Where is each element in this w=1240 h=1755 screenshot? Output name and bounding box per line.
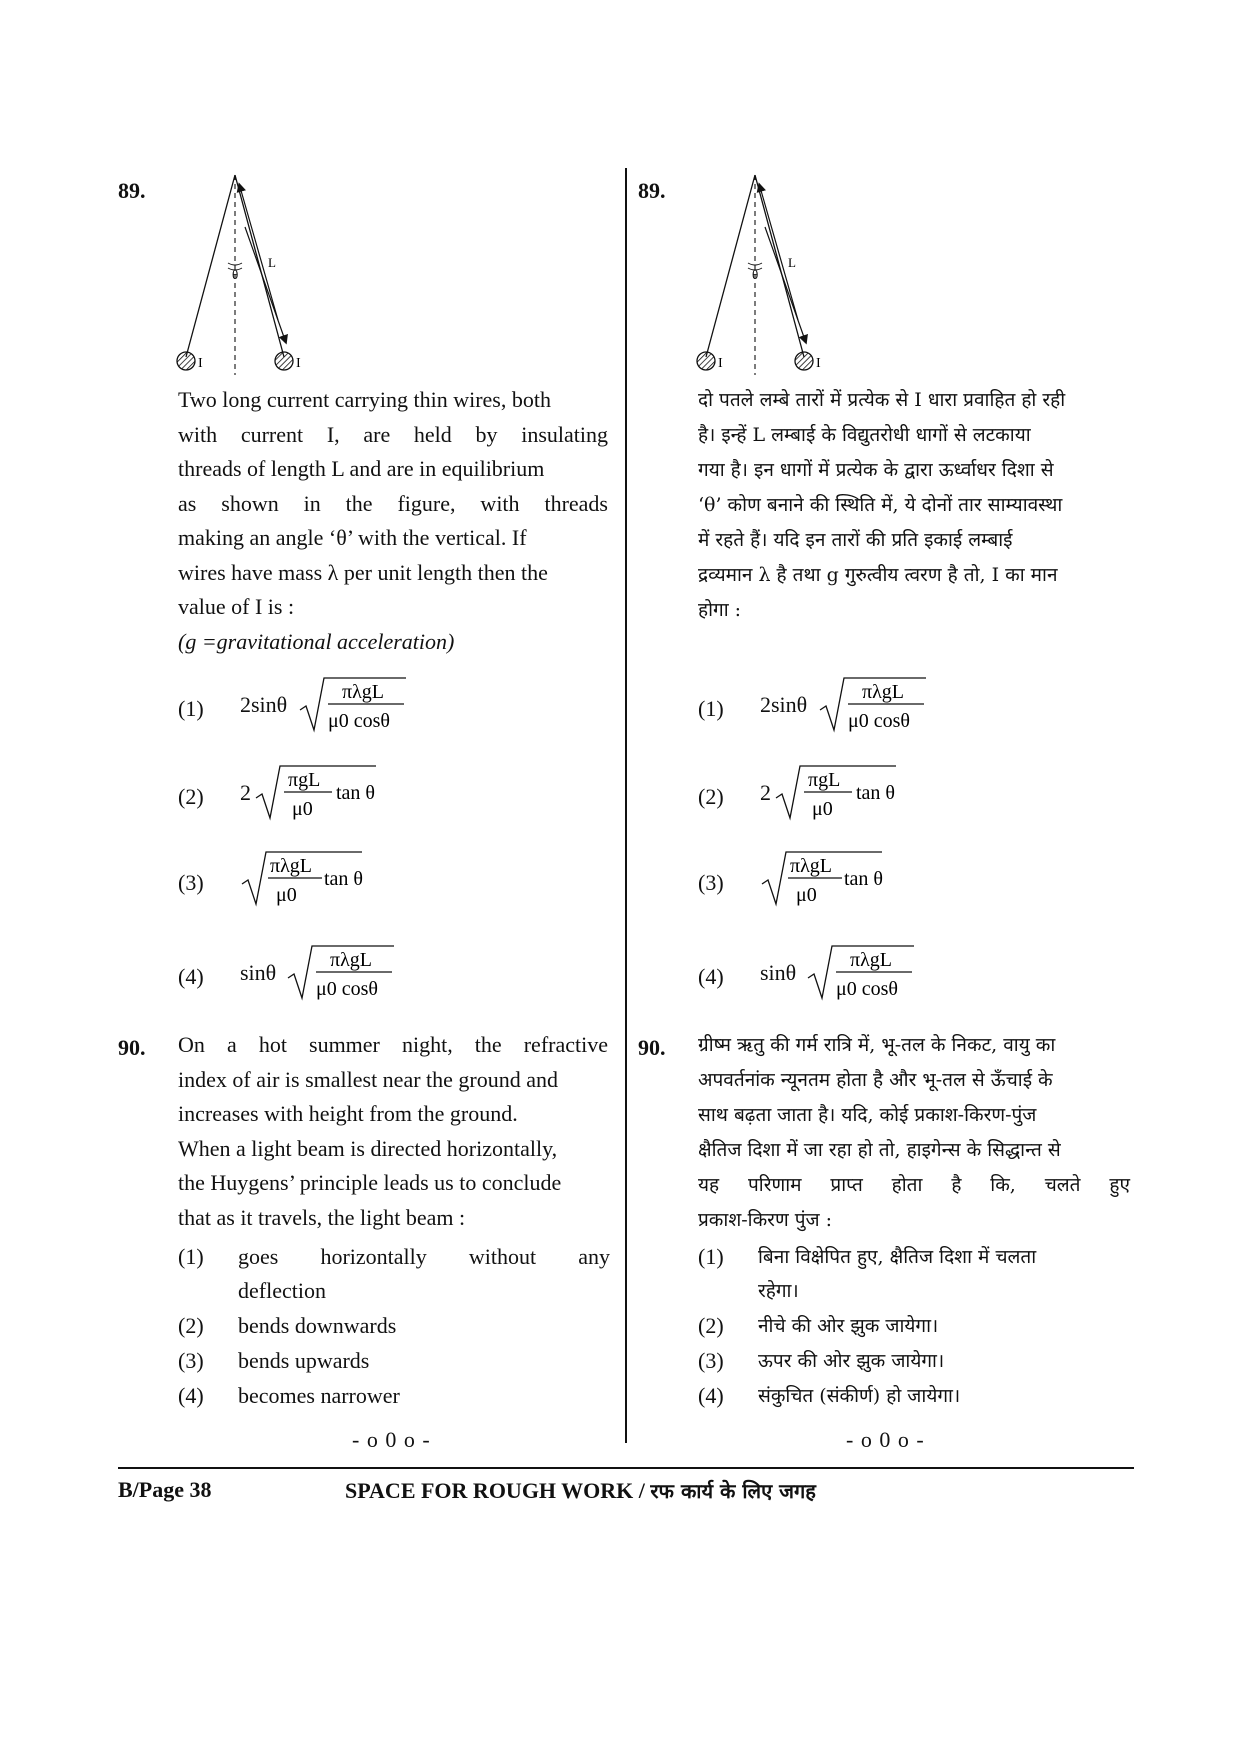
option-number: (2) [178,784,204,809]
option-1 [698,672,1130,732]
option-number: (1) [178,696,204,721]
text-line: यह परिणाम प्राप्त होता है कि, चलते हुए [698,1174,1130,1196]
option-3 [178,846,618,906]
option-text: deflection [238,1278,326,1303]
length-label: L [788,255,796,270]
option-text: नीचे की ओर झुक जायेगा। [758,1315,939,1337]
text-line: When a light beam is directed horizontally, [178,1135,558,1161]
sqrt-expression [760,846,900,908]
option-number: (1) [698,696,724,721]
svg-text:μ0 cosθ: μ0 cosθ [328,710,390,732]
question-number-90: 90. [118,1035,146,1060]
rough-work-hindi: रफ कार्य के लिए जगह [650,1479,816,1503]
rough-work-english: SPACE FOR ROUGH WORK / [345,1478,651,1503]
question-number-89: 89. [118,178,146,203]
svg-text:μ0: μ0 [276,884,297,906]
option-1 [178,672,618,732]
svg-text:πλgL: πλgL [850,949,893,971]
sqrt-expression [806,940,946,1002]
svg-text:μ0: μ0 [292,798,313,820]
length-label: L [268,255,276,270]
option-coefficient: sinθ [760,960,797,985]
svg-text:πλgL: πλgL [862,681,905,703]
svg-text:tan θ: tan θ [336,782,376,804]
option-number: (3) [178,1348,204,1373]
option-number: (2) [178,1313,204,1338]
text-line: with current I, are held by insulating [178,421,608,447]
svg-text:πgL: πgL [808,769,841,791]
end-mark: - o 0 o - [846,1427,925,1452]
option-text: goes horizontally without any [238,1244,610,1269]
text-line: wires have mass λ per unit length then the [178,559,548,585]
option-1 [178,1240,610,1310]
current-label-right: I [296,356,301,371]
option-number: (3) [698,1348,724,1373]
question-90-options [178,1240,610,1420]
option-coefficient: 2 [760,780,771,805]
footer-rule [118,1467,1134,1469]
option-coefficient: 2sinθ [240,692,288,717]
column-divider [625,168,627,1443]
text-line: होगा : [698,599,742,621]
option-text: ऊपर की ओर झुक जायेगा। [758,1350,945,1372]
sqrt-expression [240,846,380,908]
end-mark: - o 0 o - [352,1427,431,1452]
pendulum-wires-figure [170,165,330,380]
text-line: that as it travels, the light beam : [178,1204,466,1230]
text-line: index of air is smallest near the ground and [178,1066,559,1092]
option-number: (4) [698,964,724,989]
svg-text:tan θ: tan θ [324,868,364,890]
page-label: B/Page 38 [118,1477,212,1502]
question-89-text [178,383,608,659]
option-3 [698,846,1130,906]
question-90-text [178,1028,608,1235]
svg-text:πgL: πgL [288,769,321,791]
option-number: (1) [698,1244,724,1269]
question-number-90-hindi: 90. [638,1035,666,1060]
option-coefficient: 2 [240,780,251,805]
option-text: संकुचित (संकीर्ण) हो जायेगा। [758,1385,961,1407]
svg-text:tan θ: tan θ [856,782,896,804]
theta-label: θ [752,267,759,282]
text-line: साथ बढ़ता जाता है। यदि, कोई प्रकाश-किरण-पुंज [698,1104,1037,1126]
option-2 [178,760,618,820]
text-line: अपवर्तनांक न्यूनतम होता है और भू-तल से ऊँचाई के [698,1069,1053,1091]
question-90-text-hindi [698,1028,1130,1238]
option-2 [698,760,1130,820]
svg-text:πλgL: πλgL [330,949,373,971]
text-line: में रहते हैं। यदि इन तारों की प्रति इकाई लम्बाई [698,529,1013,551]
sqrt-expression [254,760,394,822]
option-number: (2) [698,1313,724,1338]
option-text: bends downwards [238,1313,397,1338]
svg-text:πλgL: πλgL [342,681,385,703]
option-number: (3) [698,870,724,895]
option-1 [698,1240,1130,1310]
current-label-right: I [816,356,821,371]
text-line: increases with height from the ground. [178,1101,518,1126]
rough-work-label [345,1477,816,1504]
svg-text:μ0: μ0 [796,884,817,906]
sqrt-expression [818,672,958,734]
option-number: (4) [178,1383,204,1408]
option-4 [698,940,1130,1000]
text-line: ‘θ’ कोण बनाने की स्थिति में, ये दोनों तार साम्यावस्था [698,494,1063,516]
text-line: ग्रीष्म ऋतु की गर्म रात्रि में, भू-तल के निकट, वायु का [698,1034,1056,1056]
pendulum-wires-figure [690,165,850,380]
option-coefficient: sinθ [240,960,277,985]
option-text: बिना विक्षेपित हुए, क्षैतिज दिशा में चलता [758,1246,1037,1268]
sqrt-expression [286,940,426,1002]
option-text: bends upwards [238,1348,370,1373]
text-line: making an angle ‘θ’ with the vertical. If [178,525,527,550]
sqrt-expression [298,672,438,734]
text-line: On a hot summer night, the refractive [178,1032,608,1057]
current-label-left: I [718,356,723,371]
question-number-89-hindi: 89. [638,178,666,203]
text-line: value of I is : [178,594,295,619]
option-number: (1) [178,1244,204,1269]
svg-text:μ0 cosθ: μ0 cosθ [836,978,898,1000]
option-number: (2) [698,784,724,809]
text-line: Two long current carrying thin wires, both [178,387,551,412]
text-line: क्षैतिज दिशा में जा रहा हो तो, हाइगेन्स के सिद्धान्त से [698,1139,1061,1161]
current-label-left: I [198,356,203,371]
option-number: (3) [178,870,204,895]
svg-text:μ0 cosθ: μ0 cosθ [848,710,910,732]
text-line: है। इन्हें L लम्बाई के विद्युतरोधी धागों से लटकाया [698,424,1031,446]
svg-text:πλgL: πλgL [790,855,833,877]
text-line: the Huygens’ principle leads us to conclude [178,1170,562,1195]
text-line: गया है। इन धागों में प्रत्येक के द्वारा ऊर्ध्वाधर दिशा से [698,459,1054,481]
theta-label: θ [232,267,239,282]
option-coefficient: 2sinθ [760,692,808,717]
text-line: threads of length L and are in equilibrium [178,456,545,481]
svg-text:μ0: μ0 [812,798,833,820]
text-line: प्रकाश-किरण पुंज : [698,1209,833,1231]
text-line: as shown in the figure, with threads [178,490,608,516]
sqrt-expression [774,760,914,822]
svg-text:tan θ: tan θ [844,868,884,890]
option-number: (4) [178,964,204,989]
question-90-options-hindi [698,1240,1130,1420]
text-line: दो पतले लम्बे तारों में प्रत्येक से I धारा प्रवाहित हो रही [698,389,1066,411]
option-number: (4) [698,1383,724,1408]
option-text: रहेगा। [758,1280,799,1302]
option-4 [178,940,618,1000]
text-line: द्रव्यमान λ है तथा g गुरुत्वीय त्वरण है तो, I का मान [698,564,1058,586]
svg-text:πλgL: πλgL [270,855,313,877]
gravity-note: (g =gravitational acceleration) [178,628,455,654]
svg-text:μ0 cosθ: μ0 cosθ [316,978,378,1000]
question-89-text-hindi [698,383,1130,628]
option-text: becomes narrower [238,1383,400,1408]
